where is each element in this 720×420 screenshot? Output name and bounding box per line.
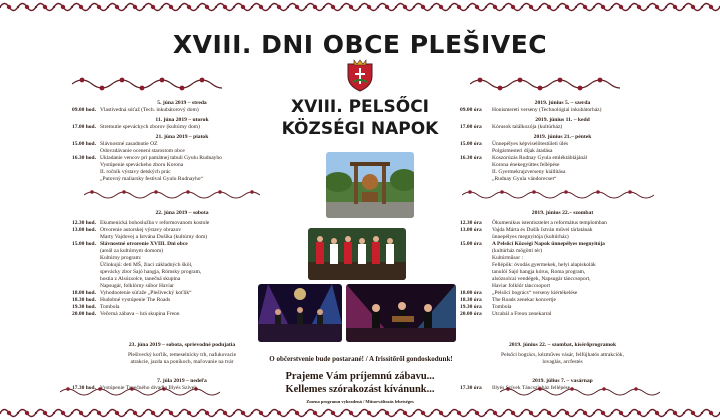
program-change-note: Zmena programu vyhradená / Műsorváltozás lehetséges	[306, 399, 414, 404]
event-desc: Pelsőci bogrács, kézműves vásár, felfújhatós attrakciók, lovaglás, arcfestés	[501, 352, 624, 365]
event-time: 18.00 hod.	[72, 290, 96, 296]
day-title: 22. júna 2019 – sobota	[155, 210, 209, 216]
program-hungarian-top	[460, 100, 665, 186]
event-row	[460, 155, 665, 183]
event-time: 20.00 óra	[460, 311, 482, 317]
event-time: 18.30 óra	[460, 297, 482, 303]
event-desc: Hudobné vystúpenie The Roads	[100, 297, 171, 303]
program-hungarian-july	[460, 378, 665, 395]
event-row	[460, 304, 665, 311]
bottom-ornament-border	[0, 406, 720, 420]
day-block	[460, 134, 665, 183]
event-time: 16.30 óra	[460, 155, 482, 161]
event-desc: „Pelsőci bogrács“ verseny kiértékelése	[492, 290, 578, 296]
event-row	[72, 124, 292, 131]
event-row	[72, 107, 292, 114]
refreshments-note: O občerstvenie bude postarané! / A frissítőről gondoskodunk!	[269, 355, 453, 363]
day-block	[72, 134, 292, 183]
event-time: 17.30 óra	[460, 385, 482, 391]
event-desc: Ökumenikus istentisztelet a református templomban	[492, 220, 607, 226]
day-title: 2019. június 22.– szombat	[531, 210, 594, 216]
event-desc: (areál za kultúrnym domom) Kultúrny program: Účinkujú: deti MŠ, žiaci základných škôl, spevácky zbor Sajó hangja, Rómsky program, hostia z Alsózsolce, tanečná skupina Napsugár, folklórny súbor Haviar	[100, 248, 202, 289]
event-desc: Ekumenická bohoslužba v reformovanom kostole	[100, 220, 210, 226]
event-row	[72, 227, 292, 241]
event-time: 15.00 hod.	[72, 141, 96, 147]
day-title: 2019. június 22. – szombat, kísérőprogramok	[508, 342, 617, 348]
day-title: 23. júna 2019 – sobota, sprievodné podujatia	[128, 342, 236, 348]
invitation-text	[252, 370, 468, 396]
ornament-band-right-top	[470, 74, 620, 94]
event-desc: Vyhodnotenie súťaže „Plešivecký koťlík“	[100, 290, 192, 296]
event-row	[460, 297, 665, 304]
event-desc: Tombola	[492, 304, 512, 310]
day-block	[460, 100, 665, 114]
page-title-slovak: XVIII. DNI OBCE PLEŠIVEC	[172, 30, 548, 59]
day-block	[72, 100, 292, 114]
event-time	[460, 248, 492, 290]
event-row	[72, 141, 292, 155]
day-title: 2019. június 21.– péntek	[533, 134, 592, 140]
program-slovak-top	[72, 100, 292, 186]
event-desc: Illyés Szívek Táncszínház fellépése	[492, 385, 571, 391]
event-desc: Otvorenie autorskej výstavy obrazov Marty Vajdovej a Istvána Dušíka (kultúrny dom)	[100, 227, 208, 240]
event-time	[72, 248, 100, 290]
event-row	[460, 248, 665, 290]
event-desc: Plešivecký koťlík, remeselnícky trh, nafukovacie atrakcie, jazda na poníkoch, maľovanie na tvár	[127, 352, 237, 365]
photo-wooden-sculpture	[326, 152, 414, 218]
event-desc: Stretnutie speváckych zborov (kultúrny dom)	[100, 124, 200, 130]
day-title: 21. júna 2019 – piatok	[155, 134, 209, 140]
photo-concert-stage	[258, 284, 342, 342]
event-time: 12.30 hod.	[72, 220, 96, 226]
event-row	[460, 385, 665, 392]
event-desc: Vystúpenie Tanečného divadla Illyés Szívek	[100, 385, 197, 391]
event-time: 15.00 hod.	[72, 241, 96, 247]
title-hungarian-line2: KÖZSÉGI NAPOK	[281, 119, 439, 139]
day-title: 5. júna 2019 – streda	[157, 100, 207, 106]
event-row	[72, 155, 292, 183]
event-time: 20.00 hod.	[72, 311, 96, 317]
event-desc: Utcabál a Freon zenekarral	[492, 311, 552, 317]
event-time: 17.00 óra	[460, 124, 482, 130]
day-title: 11. júna 2019 – utorok	[155, 117, 209, 123]
event-desc: Kórusok találkozója (kultúrház)	[492, 124, 563, 130]
event-row	[460, 311, 665, 318]
event-time: 18.00 óra	[460, 290, 482, 296]
event-row	[460, 241, 665, 248]
event-time: 09.00 óra	[460, 107, 482, 113]
day-title: 2019. július 7. – vasárnap	[532, 378, 593, 384]
event-desc: The Roads zenekar koncertje	[492, 297, 556, 303]
event-time: 15.00 óra	[460, 141, 482, 147]
event-time: 18.30 hod.	[72, 297, 96, 303]
ornament-band-left-top	[72, 74, 222, 94]
day-block	[72, 117, 292, 131]
title-hungarian-line1: XVIII. PELSŐCI	[290, 97, 430, 117]
day-block	[460, 210, 665, 318]
event-desc: Koszorúzás Rudnay Gyula emléktáblájánál Korona énekegyüttes fellépése II. Gyermekrajzverseny kiállítása „Rudnay Gyula vándorecset“	[492, 155, 588, 182]
day-block	[460, 117, 665, 131]
event-desc: A Pelsőci Községi Napok ünnepélyes megnyitója	[492, 241, 605, 247]
event-desc: Večerná zábava – hrá skupina Freon	[100, 311, 180, 317]
event-row	[460, 107, 665, 114]
ornament-band-left-mid	[84, 188, 260, 202]
event-desc: Vlastivedná súťaž (Tech. inkubátorový dom)	[100, 107, 199, 113]
program-hungarian-saturday	[460, 210, 665, 321]
event-time: 13.00 óra	[460, 227, 482, 233]
event-desc: Tombola	[100, 304, 120, 310]
event-time: 19.30 óra	[460, 304, 482, 310]
coat-of-arms-icon	[344, 58, 376, 92]
day-block	[460, 378, 665, 392]
event-desc: Slávnostné zasadnutie OZ Odovzdávanie ocenení starostom obce	[100, 141, 185, 154]
invitation-line-slovak: Prajeme Vám príjemnú zábavu...	[285, 371, 435, 382]
event-desc: Vajda Márta és Dušík István művei tárlatának ünnepélyes megnyitója (kultúrház)	[492, 227, 593, 240]
event-time: 12.30 óra	[460, 220, 482, 226]
photo-band-performance	[346, 284, 456, 342]
event-desc: Slávnostné otvorenie XVIII. Dni obce	[100, 241, 188, 247]
event-desc: Honismereti verseny (Technológiai inkubátorház)	[492, 107, 602, 113]
event-row	[72, 220, 292, 227]
event-desc: Ünnepélyes képviselőtestületi ülés Polgármesteri díjak átadása	[492, 141, 569, 154]
event-time: 13.00 hod.	[72, 227, 96, 233]
event-row	[460, 141, 665, 155]
invitation-line-hungarian: Kellemes szórakozást kívánunk...	[285, 384, 435, 395]
event-desc: Ukladanie vencov pri pamätnej tabuli Gyulu Rudnayho Vystúpenie speváckeho zboru Korona II. ročník výstavy detských prác „Putovný maliarsky festival Gyulu Rudnayho“	[100, 155, 222, 182]
ornament-band-right-mid	[462, 188, 658, 202]
day-title: 2019. június 5. – szerda	[534, 100, 591, 106]
event-row	[460, 220, 665, 227]
event-time: 19.30 hod.	[72, 304, 96, 310]
event-row	[460, 227, 665, 241]
top-ornament-border	[0, 0, 720, 14]
event-time: 17.00 hod.	[72, 124, 96, 130]
event-row	[460, 290, 665, 297]
event-desc: (kultúrház mögötti tér) Kultúrműsor : Fellépők: óvodás gyermekek, helyi alapiskolák tanulói Sajó hangja kórus, Roma program, alsózsolcai vendégek, Napsugár tánccsoport, Haviar folklór tánccsoport	[492, 248, 596, 289]
event-time: 15.00 óra	[460, 241, 482, 247]
day-title: 7. júla 2019 – nedeľa	[157, 378, 207, 384]
event-time: 17.30 hod.	[72, 385, 96, 391]
event-time: 16.30 hod.	[72, 155, 96, 161]
photo-folk-dancers	[308, 228, 406, 280]
event-row	[460, 124, 665, 131]
day-title: 2019. június 11. – kedd	[535, 117, 590, 123]
page-title-hungarian	[268, 96, 452, 140]
event-time: 09.00 hod.	[72, 107, 96, 113]
event-row	[72, 241, 292, 248]
